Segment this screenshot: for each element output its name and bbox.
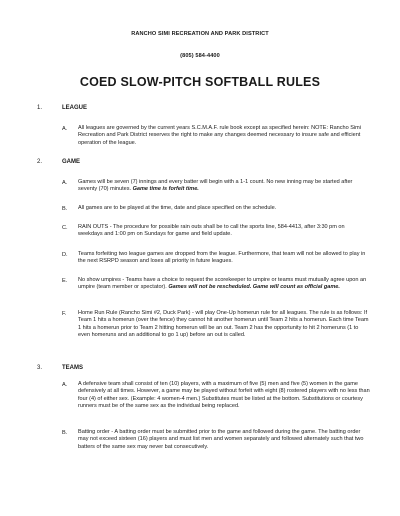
rule-emphasis: Game time is forfeit time.: [132, 186, 199, 193]
phone-number: (805) 584-4400: [180, 53, 220, 59]
section-heading-teams: TEAMS: [62, 365, 83, 371]
item-letter: E.: [62, 278, 68, 284]
rule-text: All games are to be played at the time, date and place specified on the schedule.: [78, 205, 277, 211]
item-letter: C.: [62, 225, 68, 231]
rule-text: Games will be seven (7) innings and every batter will begin with a 1-1 count. No new inning may be started after seventy (70) minutes.: [78, 179, 353, 193]
rule-text: RAIN OUTS - The procedure for possible rain outs shall be to call the sports line, 584-4413, after 3:30 pm on weekdays and 1:00 pm on Sundays for game and field update.: [78, 224, 345, 238]
rule-paragraph: [78, 179, 370, 194]
rule-emphasis: Games will not be rescheduled. Game will count as official game.: [168, 284, 340, 291]
rule-text: All leagues are governed by the current years S.C.M.A.F. rule book except as specified herein: NOTE: Rancho Simi Recreation and Park District reserves the right to make any changes deemed necessary to insure safe and efficient operation of the league.: [78, 125, 362, 146]
rule-paragraph: [78, 277, 370, 292]
item-letter: F.: [62, 311, 67, 317]
item-letter: B.: [62, 206, 68, 212]
item-letter: D.: [62, 252, 68, 258]
rule-text: Teams forfeiting two league games are dropped from the league. Furthermore, that team will not be allowed to play in the next RSRPD season and loses all priority in future leagues.: [78, 251, 366, 265]
item-letter: A.: [62, 180, 68, 186]
section-heading-league: LEAGUE: [62, 105, 88, 111]
rule-text: Batting order - A batting order must be submitted prior to the game and followed during the game. The batting order may not exceed sixteen (16) players and must list men and women separately and followed alternately such that two batters of the same sex may never bat consecutively.: [78, 429, 364, 450]
item-letter: A.: [62, 126, 68, 132]
item-letter: A.: [62, 382, 68, 388]
page-title: COED SLOW-PITCH SOFTBALL RULES: [79, 75, 321, 89]
item-letter: B.: [62, 430, 68, 436]
section-number: 1.: [37, 105, 43, 111]
rule-text: No show umpires - Teams have a choice to request the scorekeeper to umpire or teams must mutually agree upon an umpire (team member or spectator).: [78, 277, 367, 291]
section-heading-game: GAME: [62, 159, 80, 165]
rule-text: Home Run Rule (Rancho Simi #2, Duck Park) - will play One-Up homerun rule for all leagues. The rule is as follows: If Team 1 hits a homerun (over the fence) they cannot hit another homerun until Team 2 hits a homerun. Each time Team 1 hits a homerun prior to Team 2 hitting homerun will be an out. Team 2 has the opportunity to hit 2 homeruns (1 to even homeruns and an additional to go 1 up) before an out is called.: [78, 310, 369, 339]
org-name: RANCHO SIMI RECREATION AND PARK DISTRICT: [131, 31, 269, 37]
section-number: 2.: [37, 159, 43, 165]
section-number: 3.: [37, 365, 43, 371]
rule-text: A defensive team shall consist of ten (10) players, with a maximum of five (5) men and five (5) women in the game defensively at all times. However, a game may be played without forfeit with eight (8) rostered players with no less than four (4) of either sex. (Example: 4 women-4 men.) Substitutes must be listed at the bottom. Substitutions or courtesy runners must be of the same sex as the individual being replaced.: [78, 381, 370, 410]
